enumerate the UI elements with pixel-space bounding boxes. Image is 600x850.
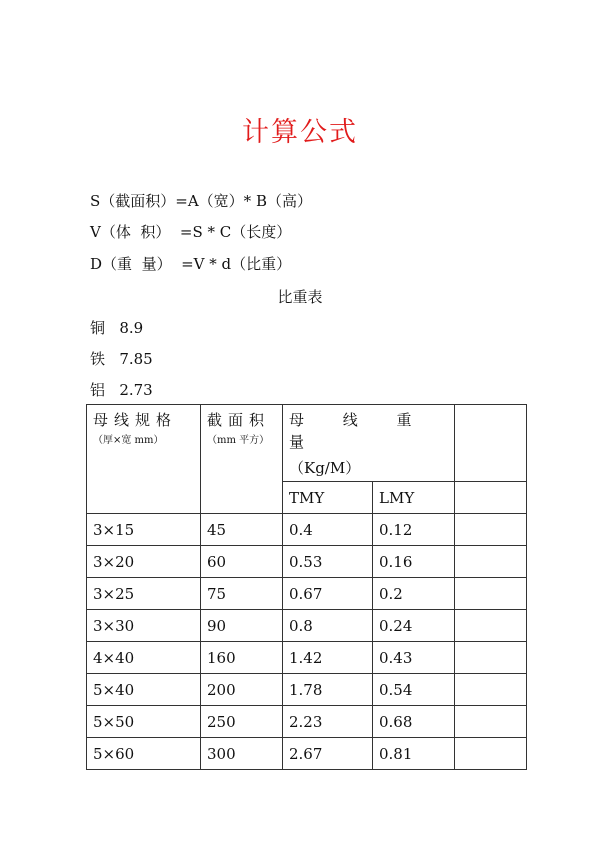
cell-spec: 4×40 — [87, 642, 201, 674]
cell-blank — [455, 706, 527, 738]
header-area-label: 截面积 — [207, 411, 271, 429]
density-value: 8.9 — [119, 319, 144, 337]
cell-lmy: 0.68 — [373, 706, 455, 738]
header-area-unit: （mm 平方） — [207, 435, 270, 446]
table-row — [87, 546, 527, 578]
cell-tmy: 1.78 — [283, 674, 373, 706]
cell-lmy: 0.12 — [373, 514, 455, 546]
cell-area: 60 — [201, 546, 283, 578]
cell-tmy: 0.8 — [283, 610, 373, 642]
density-table-title: 比重表 — [277, 288, 323, 306]
cell-lmy: 0.24 — [373, 610, 455, 642]
page-title: 计算公式 — [242, 117, 358, 148]
density-value: 7.85 — [119, 350, 153, 368]
cell-area: 200 — [201, 674, 283, 706]
cell-blank — [455, 514, 527, 546]
cell-spec: 5×40 — [87, 674, 201, 706]
cell-tmy: 0.4 — [283, 514, 373, 546]
table-row — [87, 514, 527, 546]
table-row — [87, 706, 527, 738]
cell-tmy: 0.53 — [283, 546, 373, 578]
cell-spec: 3×20 — [87, 546, 201, 578]
cell-blank — [455, 642, 527, 674]
header-spec-unit: （厚×宽 mm） — [93, 435, 164, 446]
cell-spec: 5×50 — [87, 706, 201, 738]
formula-weight: D（重 量） =V * d（比重） — [90, 255, 292, 273]
cell-spec: 5×60 — [87, 738, 201, 770]
cell-area: 300 — [201, 738, 283, 770]
cell-spec: 3×30 — [87, 610, 201, 642]
header-weight-unit: （Kg/M） — [289, 459, 361, 477]
header-weight — [283, 405, 455, 482]
cell-tmy: 2.67 — [283, 738, 373, 770]
header-weight-label: 母 线 重 量 — [289, 411, 412, 451]
cell-area: 90 — [201, 610, 283, 642]
cell-blank — [455, 610, 527, 642]
header-blank — [455, 405, 527, 482]
cell-lmy: 0.81 — [373, 738, 455, 770]
cell-area: 75 — [201, 578, 283, 610]
table-row — [87, 610, 527, 642]
formula-volume: V（体 积） =S * C（长度） — [90, 223, 292, 241]
formula-area: S（截面积）=A（宽）* B（高） — [90, 192, 312, 210]
cell-blank — [455, 546, 527, 578]
table-row — [87, 674, 527, 706]
cell-tmy: 0.67 — [283, 578, 373, 610]
cell-blank — [455, 738, 527, 770]
cell-blank — [455, 674, 527, 706]
density-item-aluminum — [90, 379, 153, 400]
header-spec-label: 母线规格 — [93, 411, 178, 429]
density-label: 铁 — [90, 350, 106, 368]
cell-lmy: 0.16 — [373, 546, 455, 578]
density-label: 铝 — [90, 381, 106, 399]
header-spec — [87, 405, 201, 514]
cell-area: 160 — [201, 642, 283, 674]
busbar-weight-table — [86, 404, 527, 770]
density-item-copper — [90, 317, 143, 338]
cell-lmy: 0.2 — [373, 578, 455, 610]
header-tmy: TMY — [283, 482, 373, 514]
density-value: 2.73 — [119, 381, 153, 399]
header-lmy: LMY — [373, 482, 455, 514]
cell-lmy: 0.54 — [373, 674, 455, 706]
cell-spec: 3×25 — [87, 578, 201, 610]
table-row — [87, 642, 527, 674]
cell-spec: 3×15 — [87, 514, 201, 546]
density-item-iron — [90, 348, 153, 369]
cell-tmy: 2.23 — [283, 706, 373, 738]
cell-tmy: 1.42 — [283, 642, 373, 674]
cell-area: 45 — [201, 514, 283, 546]
cell-lmy: 0.43 — [373, 642, 455, 674]
header-blank-2 — [455, 482, 527, 514]
cell-blank — [455, 578, 527, 610]
table-row — [87, 738, 527, 770]
table-row — [87, 578, 527, 610]
header-area — [201, 405, 283, 514]
cell-area: 250 — [201, 706, 283, 738]
density-label: 铜 — [90, 319, 106, 337]
